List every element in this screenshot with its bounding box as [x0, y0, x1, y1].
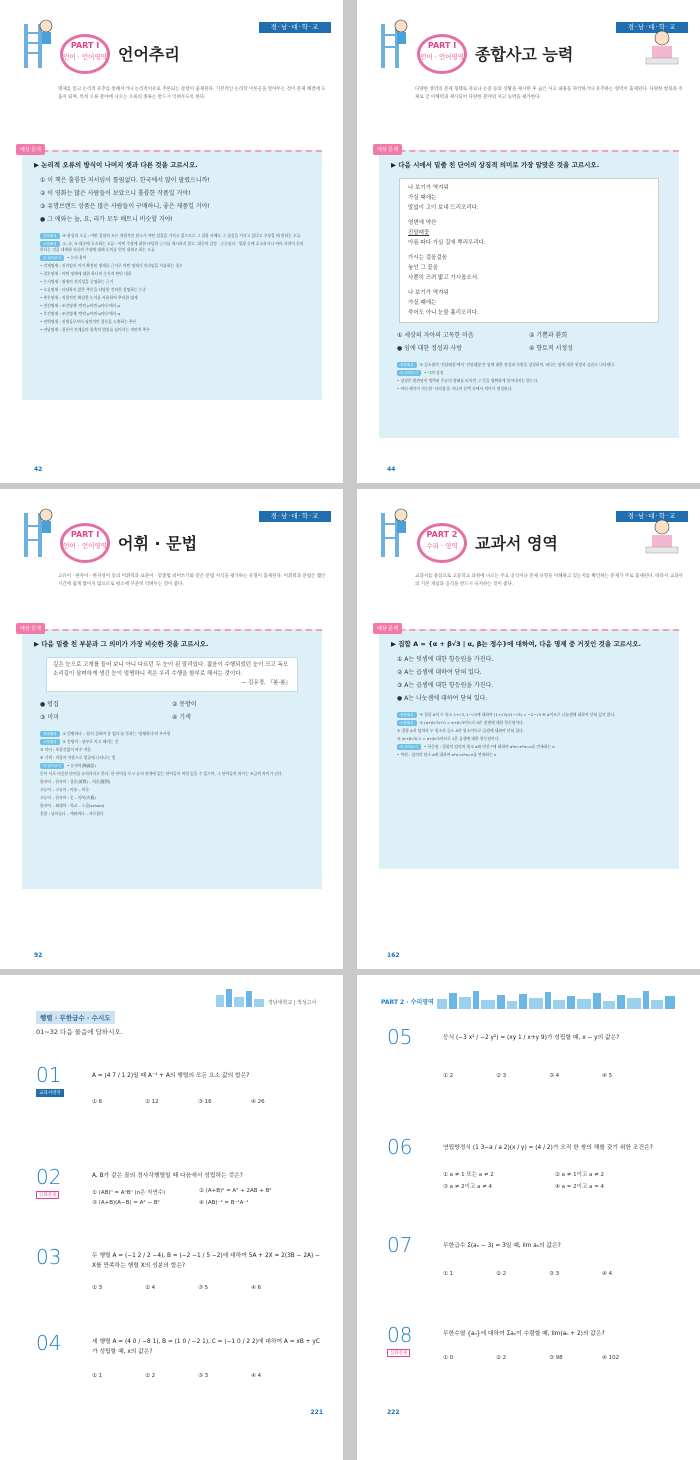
problem-number: 05: [387, 1025, 413, 1049]
answer-label: 정답해설: [397, 712, 417, 718]
options-grid: [379, 327, 679, 355]
choices: [425, 1167, 685, 1193]
choice: ② (A+B)² = A² + 2AB + B²: [199, 1188, 272, 1194]
option: ② A는 곱셈에 대하여 닫혀 있다.: [397, 669, 482, 676]
choice: ① 6: [92, 1099, 103, 1105]
expl-item: ③ (α+β√3)·1 = α+β√3이므로 1은 곱셈에 대한 항등원이다.: [397, 736, 500, 741]
more-info: 더 알아보기 • 시의 상징: [379, 369, 679, 377]
part-sub: 언어 · 언어영역: [63, 542, 107, 550]
character-illustration: [14, 14, 64, 70]
problem-number: 08: [387, 1323, 413, 1347]
problem-text: 무한수열 {aₙ}에 대하여 Σaₙ이 수렴할 때, lim(aₙ + 2)의 값은?: [443, 1331, 605, 1337]
problem-number: 01: [36, 1063, 62, 1087]
problem-tag: 교과서영역: [36, 1089, 64, 1097]
school-banner: 경·남·대·학·교: [259, 511, 331, 522]
choice: ④ 26: [251, 1099, 265, 1105]
part-sub: 언어 · 언어영역: [63, 53, 107, 61]
answer-explanation: 정답해설 ④ 합성의 오류 : 어떤 집합의 모든 개별적인 원소가 어떤 성질을 가지고 있으므로 그 집합 자체도 그 성질을 가지고 있다고 주장할 때 범하는 오류: [22, 232, 322, 240]
choice: ② 2: [496, 1355, 507, 1361]
poem-line: 가시는 걸음걸음: [408, 255, 447, 261]
plus-item: • 여러 해석이 가능한 '다의성'을 지니며 문맥 속에서 의미가 형성된다.: [397, 386, 513, 391]
plus-item: 고유어 – 고유어 : 아롱 – 아루: [40, 787, 89, 792]
answer-explanation: 정답해설 ① 멀쩡하다 : '몸이 성하여 흠 없다'를 뜻하는 '멀쩡하다'의 부사형: [22, 730, 322, 738]
more-info: 더 알아보기 • 항등원 : 집합의 임의의 원소 a와 연산 *에 대하여 a*e=e*a=a를 만족하는 e: [379, 743, 679, 751]
poem-line: 진달래꽃: [408, 230, 430, 236]
choice: ③ 16: [198, 1099, 212, 1105]
plus-item: • 후건명제 : 조건명제 '만약 p이면 q이다'에서 q: [40, 311, 120, 316]
option: ② 이 영화는 많은 사람들이 보았으니 훌륭한 작품일 거야!: [40, 190, 191, 197]
poem-line: 말없이 고이 보내 드리오리다.: [408, 205, 479, 211]
page-92: [0, 489, 343, 969]
poem-line: 아름 따다 가실 길에 뿌리우리다.: [408, 240, 486, 246]
option: ● 멍집: [40, 701, 59, 708]
plus-item: 뜻이 서로 비슷한 단어를 유의어라고 한다. 한 단어를 두고 유의 관계에 있는 단어들이 여럿 있을 수 있으며, 그 단어들의 의미는 조금씩 차이가 난다.: [40, 771, 283, 776]
problem-tag: 심화문제: [36, 1191, 59, 1199]
choice: ③ (A+B)(A−B) = A² − B²: [92, 1200, 160, 1206]
page-number: 221: [310, 1409, 323, 1416]
choice: ③ a ≠ 2이고 a ≠ 4: [443, 1184, 493, 1190]
option: ② 기쁨과 환희: [529, 332, 568, 339]
poem-line: 가실 때에는: [408, 195, 437, 201]
example-tag: 예상 문제: [16, 144, 45, 155]
more-info: 더 알아보기 • 논리 용어: [22, 254, 322, 262]
school-banner: 경·남·대·학·교: [616, 22, 688, 33]
header-right: 경남대학교 | 적성고사: [268, 1000, 317, 1006]
option: ● 그 애와는 놀, 요, 리가 모두 배트니 비슷할 거야!: [40, 216, 173, 223]
choice: ④ 6: [251, 1285, 262, 1291]
page-title: 어휘 · 문법: [118, 534, 198, 553]
answer-label: 정답해설: [397, 362, 417, 368]
choice: ② 2: [496, 1271, 507, 1277]
wrong-explanation: 오답해설 ① (α+β√3)+0 = α+β√3이므로 0은 덧셈에 대한 항등원이다.: [379, 719, 679, 727]
poem-line: 나 보기가 역겨워: [408, 290, 449, 296]
more-info: 더 알아보기 • 유의어(類義語): [22, 762, 322, 770]
choice: ① 2: [443, 1073, 454, 1079]
choices: [74, 1185, 324, 1209]
plus-label: 더 알아보기: [397, 370, 421, 376]
character-illustration: [371, 503, 421, 559]
plus-item: • 오류명제 : 타당하지 않은 추론을 타당한 것처럼 설명하는 논증: [40, 287, 147, 292]
option: ● 임에 대한 정성과 사랑: [397, 345, 463, 352]
expl-label: 오답해설: [40, 241, 60, 247]
problem-number: 03: [36, 1245, 62, 1269]
plus-item: • 추론명제 : 직접적인 확실한 논거를 사용하여 추리한 명제: [40, 295, 138, 300]
page-42: [0, 0, 343, 483]
choice: ① 1: [92, 1373, 103, 1379]
problem-text: 세 행렬 A = (4 0 / −8 1), B = (1 0 / −2 1), C = (−1 0 / 2 2)에 대하여 A = xB + yC가 성립할 때, x의 값은?: [92, 1339, 320, 1355]
option: ② 몽방이: [172, 701, 197, 708]
problem-text: A, B가 같은 꼴의 정사각행렬일 때 다음에서 성립하는 것은?: [92, 1173, 243, 1179]
problem-tag: 심화문제: [387, 1349, 410, 1357]
poem-line: 가실 때에는: [408, 300, 437, 306]
plus-item: 한자어 – 한자어 : 질문(質問) – 의문(疑問): [40, 779, 111, 784]
part-label: PART I: [427, 41, 457, 50]
part-badge: [60, 34, 110, 74]
page-title: 종합사고 능력: [475, 45, 574, 64]
part-badge: [417, 523, 467, 563]
answer-explanation: 정답해설 ④ 집합 A의 두 원소 1+√3, 1−√3에 대하여 (1+√3)/(1−√3) = −2−√3 ∈ A이므로 나눗셈에 대하여 닫혀 있지 않다.: [379, 711, 679, 719]
problem-text: 등식 (−3 x² / −2 y²) = (xy 1 / x+y 9)가 성립할 때, x − y의 값은?: [443, 1035, 620, 1041]
option: ① 이 책은 훌륭한 저서임이 틀림없다. 한국에서 많이 팔렸으니까!: [40, 177, 210, 184]
plus-item: • 연역명제 : 전제들로부터 필연적인 결론을 도출하는 추론: [40, 319, 137, 324]
problem-text: 연립방정식 (1 3−a / a 2)(x / y) = (4 / 2)가 오직 한 쌍의 해를 갖기 위한 조건은?: [443, 1145, 653, 1151]
choice: ④ 5: [602, 1073, 613, 1079]
plus-item: • 전건명제 : 조건명제 '만약 p이면 q이다'에서 p: [40, 303, 120, 308]
part-label: PART I: [70, 41, 100, 50]
plus-item: • 상징은 원관념이 생략된 은유의 형태를 띠지만 그 뜻을 명확하게 풀어내지는 않는다.: [397, 378, 539, 383]
choices: [443, 1073, 655, 1079]
page-number: 222: [387, 1409, 400, 1416]
choice: ③ 3: [198, 1373, 209, 1379]
part-label: PART I: [70, 530, 100, 539]
option: ③ A는 곱셈에 대한 항등원을 가진다.: [397, 682, 494, 689]
choice: ③ 3: [549, 1271, 560, 1277]
plus-item: 한자어 – 외래어 : 학교 – 스쿨(school): [40, 803, 105, 808]
option: ● A는 나눗셈에 대하여 닫혀 있다.: [397, 695, 488, 702]
example-box: [377, 626, 679, 869]
page-44: [357, 0, 700, 483]
choice: ④ 4: [602, 1271, 613, 1277]
choice: ① a ≠ 1 또는 a ≠ 2: [443, 1172, 494, 1178]
expl-item: ③ 미미 : 보잘것없이 아주 작음: [40, 747, 92, 752]
intro-text: 명제를 읽고 논리적 유추를 통해서거나 논리적이유로 추론되는 문항이 출제된다. 기본적인 논리학 이론들을 알아두는 것이 문제 해결에 도움이 되며, 특히 오류 분야에 나오는 오류의 종류는 반드시 익혀두도록 한다.: [58, 87, 326, 100]
option: ④ 향토적 서정성: [529, 345, 573, 352]
question-text: ▶ 다음 밑줄 친 부분과 그 의미가 가장 비슷한 것을 고르시오.: [34, 640, 209, 648]
header-left: PART 2 · 수리영역: [381, 999, 434, 1006]
problem-text: A = (4 7 / 1 2)일 때 A⁻¹ + A의 행렬의 모든 요소 값의 합은?: [92, 1073, 250, 1079]
page-number: 44: [387, 466, 396, 473]
choice: ② 2: [145, 1373, 156, 1379]
choice: ② 4: [145, 1285, 156, 1291]
plus-item: • 역원 : 임의의 원소 a에 대하여 a*x=x*a=e를 만족하는 x: [397, 752, 497, 757]
example-tag: 예상 문제: [373, 623, 402, 634]
plus-item: • 귀납명제 : 결론이 전제들의 함축의 범위를 넘어서는 개연적 추론: [40, 327, 150, 332]
option: ① 세상의 자아의 고독한 마음: [397, 332, 474, 339]
poem-line: 영변에 약산: [408, 220, 437, 226]
plus-item: • 논거명제 : 명제의 진리성을 증명하는 근거: [40, 279, 114, 284]
problem-text: 두 행렬 A = (−1 2 / 2 −4), B = (−2 −1 / 5 −2)에 대하여 5A + 2X = 2(3B − 2A) − X를 만족하는 행렬 X의 성분의 합은?: [92, 1253, 320, 1269]
plus-item: 고유어 – 한자어 : 옷 – 의복(衣服): [40, 795, 96, 800]
problem-number: 06: [387, 1135, 413, 1159]
choice: ③ 5: [198, 1285, 209, 1291]
plus-label: 더 알아보기: [40, 763, 64, 769]
choices: [443, 1271, 655, 1277]
quote-source: — 김유정, 『봄·봄』: [240, 680, 291, 686]
problem-number: 07: [387, 1233, 413, 1257]
quote-text: 깊은 눈으로 고개를 들어 보니 아니 다르던 두 눈이 된 말리있다. 젊음이 수행되었던 눈이 크고 독오 소리길이 살펴하게 생긴 눈이 멀쩡하니 적은 우리 수행을 함부로 해서는 것이다.: [53, 662, 289, 677]
option: ③ 미미: [40, 714, 59, 721]
choice: ④ 102: [602, 1355, 620, 1361]
instruction: 01~32 다음 물음에 답하시오.: [36, 1028, 123, 1036]
example-box: [20, 626, 322, 889]
character-illustration: [14, 503, 64, 559]
choice: ② a ≠ 1이고 a ≠ 2: [555, 1172, 605, 1178]
poem-line: 사뿐히 즈려 밟고 가시옵소서.: [408, 275, 479, 281]
choice: ① 0: [443, 1355, 454, 1361]
quote-box: [46, 657, 298, 692]
choice: ① 1: [443, 1271, 454, 1277]
choices: [92, 1373, 304, 1379]
choice: ④ 4: [251, 1373, 262, 1379]
question-text: ▶ 집합 A = {α + β√3 | α, β는 정수}에 대하여, 다음 명제 중 거짓인 것을 고르시오.: [391, 640, 641, 648]
page-number: 42: [34, 466, 43, 473]
reader-illustration: [638, 26, 686, 70]
part-sub: 언어 · 언어영역: [420, 53, 464, 61]
city-skyline-icon: [212, 985, 268, 1007]
poem-box: [399, 178, 659, 323]
answer-label: 정답해설: [40, 233, 60, 239]
poem-line: 나 보기가 역겨워: [408, 185, 449, 191]
city-skyline-icon: [437, 991, 677, 1009]
section-title: 행렬 · 무한급수 · 수시도: [36, 1011, 115, 1024]
plus-item: 혼합 : 날아들다 – 에워싸다 – 사로잡다: [40, 811, 104, 816]
example-tag: 예상 문제: [16, 623, 45, 634]
school-banner: 경·남·대·학·교: [259, 22, 331, 33]
plus-label: 더 알아보기: [397, 744, 421, 750]
choice: ① 3: [92, 1285, 103, 1291]
plus-label: 더 알아보기: [40, 255, 64, 261]
part-badge: [417, 34, 467, 74]
page-222: [357, 975, 700, 1460]
choice: ④ (AB)⁻¹ = B⁻¹A⁻¹: [199, 1200, 249, 1206]
page-221: [0, 975, 343, 1460]
choice: ② 3: [496, 1073, 507, 1079]
plus-item: • 결론명제 : 어떤 명제에 대한 하나의 논지적 판단 내용: [40, 271, 132, 276]
expl-item: ② 집합 A의 임의의 두 원소의 곱도 A의 원소이므로 곱셈에 대하여 닫혀 있다.: [397, 728, 524, 733]
page-title: 언어추리: [118, 45, 180, 64]
wrong-explanation: 오답해설 ② 몽방이 : 함부로 치고 때리는 것: [22, 738, 322, 746]
page-number: 92: [34, 952, 43, 959]
school-banner: 경·남·대·학·교: [616, 511, 688, 522]
choice: ③ 4: [549, 1073, 560, 1079]
option: ④ 기색: [172, 714, 191, 721]
problem-number: 02: [36, 1165, 62, 1189]
choice: ② 12: [145, 1099, 159, 1105]
question-text: ▶ 논리적 오류의 방식이 나머지 셋과 다른 것을 고르시오.: [34, 161, 198, 169]
page-title: 교과서 영역: [475, 534, 558, 553]
choice: ① (AB)ⁿ = AⁿBⁿ (n은 자연수): [92, 1190, 166, 1196]
reader-illustration: [638, 515, 686, 559]
choices: [92, 1285, 304, 1291]
expl-item: ④ 기색 : 마음의 작용으로 얼굴에 나타나는 빛: [40, 755, 116, 760]
part-badge: [60, 523, 110, 563]
intro-text: 고유어 · 한자어 · 한자성어 등의 어휘력과 표준어 · 맞춤법 띄어쓰기와 같은 문법 지식을 평가하는 유형이 출제된다. 어휘력과 문법은 짧은 시간에 쉽게 쌓이지 않으므로 평소에 꾸준히 익혀두는 것이 좋다.: [58, 574, 326, 587]
option: ③ 유명브랜드 상품은 많은 사람들이 구매하니, 좋은 제품일 거야!: [40, 203, 210, 210]
option: ① A는 덧셈에 대한 항등원을 가진다.: [397, 656, 494, 663]
choice: ④ a = 2이고 a = 4: [555, 1184, 605, 1190]
poem-line: 놓인 그 꽃을: [408, 265, 439, 271]
page-number: 162: [387, 952, 400, 959]
poem-line: 죽어도 아니 눈물 흘리오리다.: [408, 310, 479, 316]
choices: [443, 1355, 655, 1361]
wrong-explanation: 오답해설 ①, ②, ③ 대중에 호소하는 오류 : 어떤 주장에 대한 타당한 근거를 제시하지 않고, 대중의 감정 · 군중심리 · 열광 등에 호소하거나 여러 사람이 동의한다는 것을 내세워 자신의 주장에 대해 동의를 얻어 내려고 하는 오류: [40, 241, 304, 252]
options-grid: [22, 696, 322, 724]
intro-text: 다양한 영역의 문제 형태로 자료나 논증 등의 상황을 제시한 후 숨은 사고 내용을 파악하거나 유추하는 영역이 출제된다. 다양한 항목과 주제로 글 이해력과 제시되어 다양한 분야의 사고 능력을 평가한다.: [415, 87, 683, 100]
answer-explanation: 정답해설 ③ 김소월의 '진달래꽃'에서 '진달래꽃'은 임에 대한 정성과 사랑을 상징하며, 떠나는 임에 대한 원망과 슬픔도 나타낸다.: [379, 361, 679, 369]
example-tag: 예상 문제: [373, 144, 402, 155]
question-text: ▶ 다음 시에서 밑줄 친 단어의 상징적 의미로 가장 알맞은 것을 고르시오.: [391, 161, 600, 169]
intro-text: 교과서를 중심으로 고등학교 과정에 나오는 주요 공식이나 문제 유형을 이해하고 있는지를 확인하는 문제가 주로 출제된다. 따라서 교과서의 기본 개념과 공식을 반드시 숙지하는 것이 좋다.: [415, 574, 683, 587]
plus-item: • 전제명제 : 진리임이 이미 확정된 명제를 근거로 어떤 명제가 진리임을 서술하는 경우: [40, 263, 183, 268]
example-box: [20, 147, 322, 400]
page-162: [357, 489, 700, 969]
expl-label: 오답해설: [397, 720, 417, 726]
part-sub: 수리 · 영역: [426, 542, 458, 550]
character-illustration: [371, 14, 421, 70]
example-box: [377, 147, 679, 438]
answer-label: 정답해설: [40, 731, 60, 737]
problem-number: 04: [36, 1331, 62, 1355]
part-label: PART 2: [426, 530, 458, 539]
problem-text: 무한급수 Σ(aₙ − 3) = 3일 때, lim aₙ의 값은?: [443, 1243, 561, 1249]
choice: ③ 98: [549, 1355, 563, 1361]
choices: [92, 1099, 304, 1105]
expl-label: 오답해설: [40, 739, 60, 745]
